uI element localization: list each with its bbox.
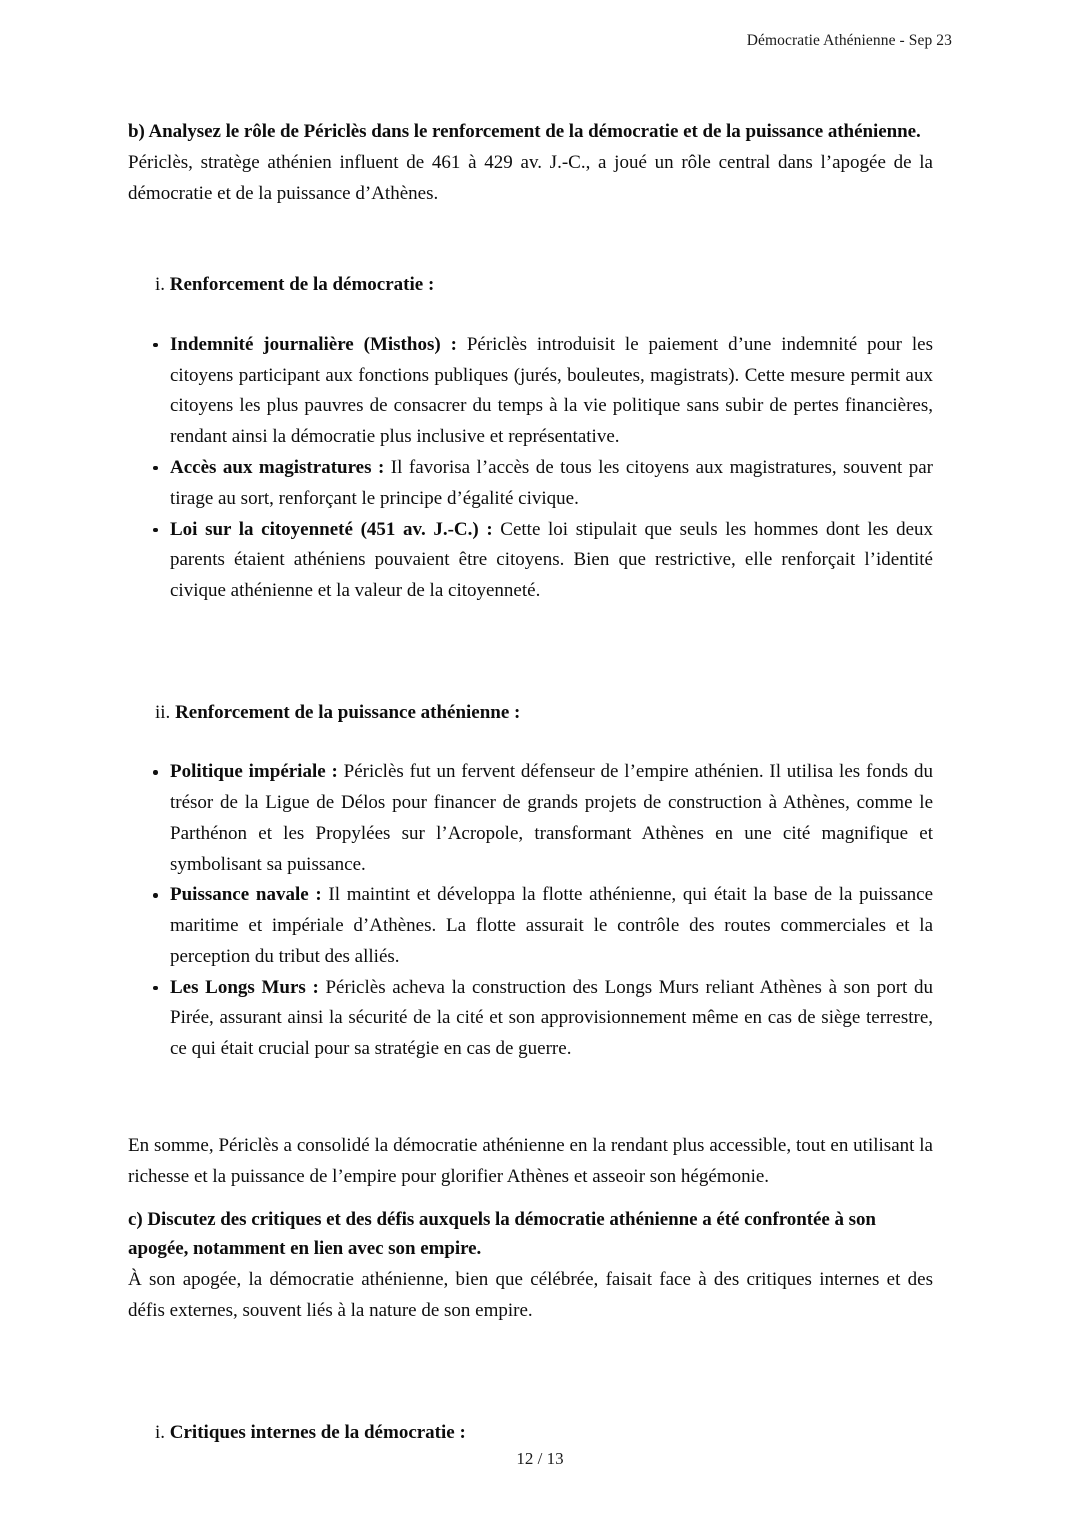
- list-item-body: Périclès fut un fervent défenseur de l’empire athénien. Il utilisa les fonds du trésor de la Ligue de Délos pour financer de grands projets de construction à Athènes, comme le Parthénon et les Propylées sur l’Acropole, transformant Athènes en une cité magnifique et symbolisant sa puissance.: [170, 761, 933, 875]
- spacer: [128, 1389, 933, 1419]
- list-item: [128, 880, 933, 972]
- subsection-b-ii-title: Renforcement de la puissance athénienne :: [175, 701, 521, 723]
- subsection-c-i-heading: [128, 1419, 933, 1448]
- subsection-b-i-title: Renforcement de la démocratie :: [169, 274, 435, 296]
- spacer: [128, 1327, 933, 1389]
- list-item: [128, 757, 933, 880]
- spacer: [128, 300, 933, 330]
- list-item-body: Il maintint et développa la flotte athénienne, qui était la base de la puissance maritime et impériale d’Athènes. La flotte assurait le contrôle des routes commerciales et la perception du tribut des alliés.: [170, 884, 933, 967]
- document-body: [128, 118, 933, 1447]
- subsection-b-ii-numeral: ii.: [155, 701, 171, 723]
- subsection-c-i-numeral: i.: [155, 1421, 166, 1443]
- subsection-b-ii-bullet-list: [128, 757, 933, 1065]
- list-item-body: Périclès introduisit le paiement d’une indemnité pour les citoyens participant aux fonctions publiques (jurés, bouleutes, magistrats). Cette mesure permit aux citoyens les plus pauvres de consacrer du temps à la vie politique sans subir de pertes financières, rendant ainsi la démocratie plus inclusive et représentative.: [170, 333, 933, 448]
- subsection-b-i-bullet-list: [128, 330, 933, 607]
- question-c-heading: c) Discutez des critiques et des défis auxquels la démocratie athénienne a été confrontée à son apogée, notamment en lien avec son empire.: [128, 1209, 876, 1260]
- spacer: [128, 1117, 933, 1131]
- spacer: [128, 1192, 933, 1206]
- list-item: [128, 330, 933, 453]
- spacer: [128, 1065, 933, 1117]
- question-b-conclusion-paragraph: En somme, Périclès a consolidé la démocratie athénienne en la rendant plus accessible, tout en utilisant la richesse et la puissance de l’empire pour glorifier Athènes et asseoir son hégémonie.: [128, 1134, 933, 1187]
- list-item-lead: Indemnité journalière (Misthos) :: [170, 333, 457, 355]
- subsection-c-i-title: Critiques internes de la démocratie :: [169, 1421, 466, 1443]
- list-item: [128, 973, 933, 1065]
- spacer: [128, 209, 933, 271]
- question-c-intro-paragraph: À son apogée, la démocratie athénienne, bien que célébrée, faisait face à des critiques internes et des défis externes, souvent liés à la nature de son empire.: [128, 1269, 933, 1321]
- page-footer: 12 / 13: [516, 1449, 564, 1468]
- list-item-body: Périclès acheva la construction des Longs Murs reliant Athènes à son port du Pirée, assurant ainsi la sécurité de la cité et son approvisionnement même en cas de siège terrestre, ce qui était crucial pour sa stratégie en cas de guerre.: [170, 976, 933, 1060]
- list-item: [128, 453, 933, 515]
- list-item: [128, 515, 933, 607]
- subsection-b-i-heading: [128, 271, 933, 300]
- subsection-b-i-numeral: i.: [155, 274, 166, 296]
- list-item-lead: Politique impériale :: [170, 761, 338, 783]
- running-header: Démocratie Athénienne - Sep 23: [746, 32, 952, 49]
- spacer: [128, 727, 933, 757]
- list-item-body: Cette loi stipulait que seuls les hommes dont les deux parents étaient athéniens pouvaient être citoyens. Bien que restrictive, elle renforçait l’identité civique athénienne et la valeur de la citoyenneté.: [170, 518, 934, 602]
- list-item-lead: Puissance navale :: [170, 884, 322, 906]
- spacer: [128, 607, 933, 669]
- list-item-lead: Loi sur la citoyenneté (451 av. J.-C.) :: [170, 518, 493, 540]
- question-b-intro-paragraph: Périclès, stratège athénien influent de 461 à 429 av. J.-C., a joué un rôle central dans l’apogée de la démocratie et de la puissance d’Athènes.: [128, 151, 933, 204]
- spacer: [128, 669, 933, 699]
- list-item-body: Il favorisa l’accès de tous les citoyens aux magistratures, souvent par tirage au sort, renforçant le principe d’égalité civique.: [170, 456, 933, 509]
- question-b-heading: b) Analysez le rôle de Périclès dans le renforcement de la démocratie et de la puissance athénienne.: [128, 121, 921, 142]
- list-item-lead: Les Longs Murs :: [170, 976, 319, 998]
- subsection-b-ii-heading: [128, 699, 933, 728]
- list-item-lead: Accès aux magistratures :: [170, 456, 385, 478]
